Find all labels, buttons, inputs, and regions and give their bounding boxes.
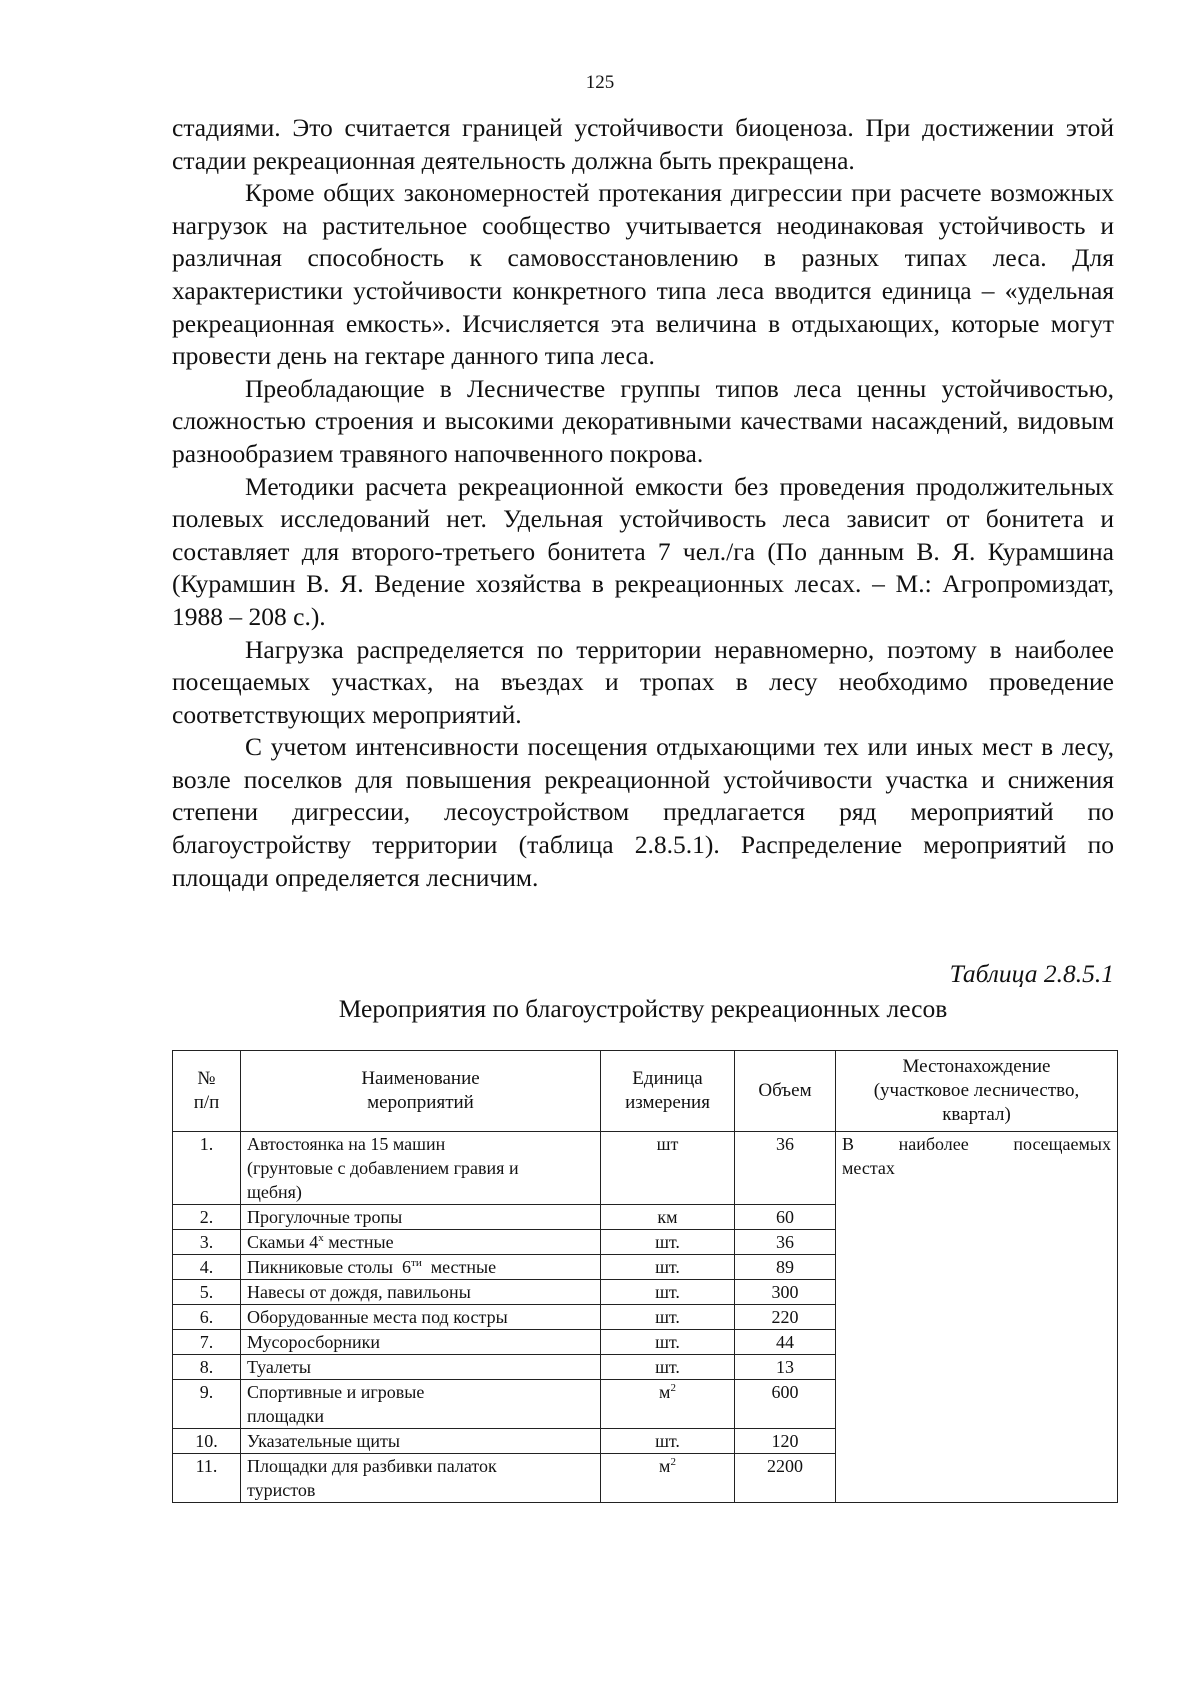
row-name: Скамьи $4^х$ местные	[241, 1230, 601, 1255]
row-num: 9.	[173, 1380, 241, 1429]
row-num: 5.	[173, 1280, 241, 1305]
table-caption: Таблица 2.8.5.1	[949, 959, 1114, 988]
row-name: Автостоянка на 15 машин (грунтовые с добавлением гравия и щебня)	[241, 1132, 601, 1205]
row-num: 8.	[173, 1355, 241, 1380]
row-unit: км	[601, 1205, 735, 1230]
measures-table	[172, 1050, 1118, 1503]
header-num: № п/п	[173, 1051, 241, 1132]
row-unit: шт.	[601, 1305, 735, 1330]
row-unit: шт.	[601, 1355, 735, 1380]
row-volume: 220	[735, 1305, 836, 1330]
row-num: 6.	[173, 1305, 241, 1330]
row-unit: шт	[601, 1132, 735, 1205]
row-name: Спортивные и игровые площадки	[241, 1380, 601, 1429]
row-name: Указательные щиты	[241, 1429, 601, 1454]
paragraph-4: Методики расчета рекреационной емкости без проведения продолжительных полевых исследований нет. Удельная устойчивость леса зависит от бонитета и составляет для второго-третьего бонитета 7 чел./га (По данным В. Я. Курамшина (Курамшин В. Я. Ведение хозяйства в рекреационных лесах. – М.: Агропромиздат, 1988 – 208 с.).	[172, 471, 1114, 631]
row-volume: 36	[735, 1132, 836, 1205]
row-name: Площадки для разбивки палаток туристов	[241, 1454, 601, 1503]
row-name: Прогулочные тропы	[241, 1205, 601, 1230]
row-name: Навесы от дождя, павильоны	[241, 1280, 601, 1305]
row-name: Мусоросборники	[241, 1330, 601, 1355]
row-volume: 44	[735, 1330, 836, 1355]
row-volume: 2200	[735, 1454, 836, 1503]
row-volume: 89	[735, 1255, 836, 1280]
row-num: 11.	[173, 1454, 241, 1503]
body-text	[172, 112, 1114, 894]
row-name: Туалеты	[241, 1355, 601, 1380]
table-row	[173, 1132, 1118, 1205]
header-unit: Единица измерения	[601, 1051, 735, 1132]
paragraph-2: Кроме общих закономерностей протекания дигрессии при расчете возможных нагрузок на растительное сообщество учитывается неодинаковая устойчивость и различная способность к самовосстановлению в разных типах леса. Для характеристики устойчивости конкретного типа леса вводится единица – «удельная рекреационная емкость». Исчисляется эта величина в отдыхающих, которые могут провести день на гектаре данного типа леса.	[172, 178, 1114, 371]
row-unit: шт.	[601, 1280, 735, 1305]
table-header-row	[173, 1051, 1118, 1132]
row-unit: шт.	[601, 1230, 735, 1255]
row-volume: 13	[735, 1355, 836, 1380]
row-unit: шт.	[601, 1330, 735, 1355]
row-volume: 300	[735, 1280, 836, 1305]
row-unit: $м^2$	[601, 1380, 735, 1429]
paragraph-5: Нагрузка распределяется по территории неравномерно, поэтому в наиболее посещаемых участках, на въездах и тропах в лесу необходимо проведение соответствующих мероприятий.	[172, 634, 1114, 729]
paragraph-6: С учетом интенсивности посещения отдыхающими тех или иных мест в лесу, возле поселков для повышения рекреационной устойчивости участка и снижения степени дигрессии, лесоустройством предлагается ряд мероприятий по благоустройству территории (таблица 2.8.5.1). Распределение мероприятий по площади определяется лесничим.	[172, 732, 1114, 892]
row-num: 4.	[173, 1255, 241, 1280]
row-num: 2.	[173, 1205, 241, 1230]
row-num: 3.	[173, 1230, 241, 1255]
row-volume: 120	[735, 1429, 836, 1454]
row-volume: 600	[735, 1380, 836, 1429]
row-volume: 60	[735, 1205, 836, 1230]
paragraph-1: стадиями. Это считается границей устойчивости биоценоза. При достижении этой стадии рекреационная деятельность должна быть прекращена.	[172, 113, 1114, 175]
header-name: Наименование мероприятий	[241, 1051, 601, 1132]
paragraph-3: Преобладающие в Лесничестве группы типов леса ценны устойчивостью, сложностью строения и высокими декоративными качествами насаждений, видовым разнообразием травяного напочвенного покрова.	[172, 373, 1114, 468]
row-volume: 36	[735, 1230, 836, 1255]
row-location: В наиболее посещаемых местах	[836, 1132, 1118, 1503]
row-name: Пикниковые столы $6^{ти}$ местные	[241, 1255, 601, 1280]
row-num: 7.	[173, 1330, 241, 1355]
row-unit: $м^2$	[601, 1454, 735, 1503]
header-volume: Объем	[735, 1051, 836, 1132]
row-num: 1.	[173, 1132, 241, 1205]
row-unit: шт.	[601, 1429, 735, 1454]
row-num: 10.	[173, 1429, 241, 1454]
page-number: 125	[585, 72, 615, 93]
table-title: Мероприятия по благоустройству рекреационных лесов	[338, 994, 948, 1023]
row-unit: шт.	[601, 1255, 735, 1280]
header-location: Местонахождение (участковое лесничество, квартал)	[836, 1051, 1118, 1132]
row-name: Оборудованные места под костры	[241, 1305, 601, 1330]
